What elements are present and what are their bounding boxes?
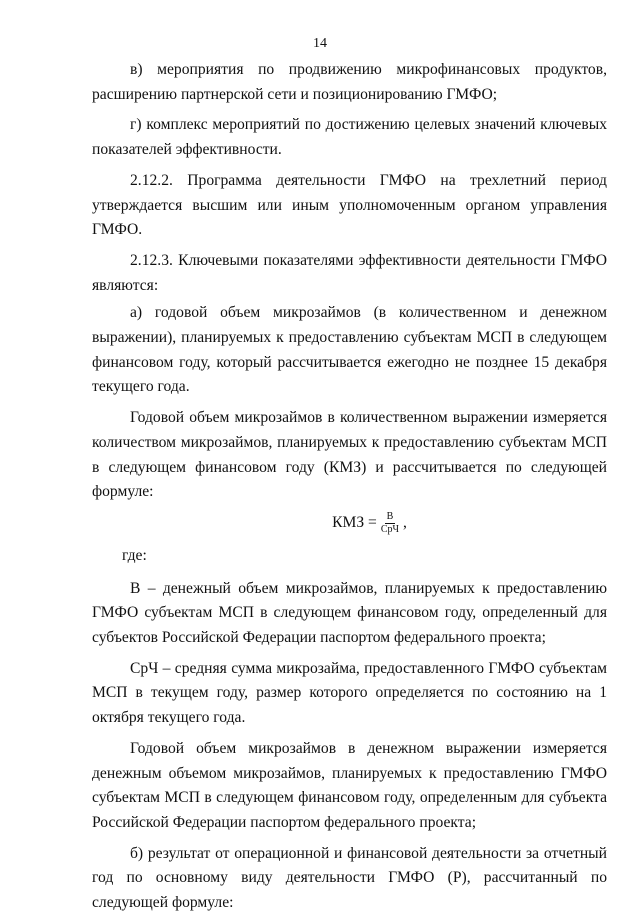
formula-denominator: СрЧ [380, 523, 400, 535]
formula-fraction [379, 511, 401, 536]
paragraph-quantity-definition: Годовой объем микрозаймов в количественном выражении измеряется количеством микрозаймов, планируемых к предоставлению субъектам МСП в следующем финансовом году (КМЗ) и рассчитывается по следующей формуле: [92, 409, 607, 501]
paragraph-item-v: в) мероприятия по продвижению микрофинансовых продуктов, расширению партнерской сети и позиционированию ГМФО; [92, 61, 607, 103]
paragraph-monetary-volume: Годовой объем микрозаймов в денежном выражении измеряется денежным объемом микрозаймов, планируемых к предоставлению ГМФО субъектам МСП в следующем финансовом году, определенным для субъекта Российской Федерации паспортом федерального проекта; [92, 739, 607, 831]
formula-lhs: КМЗ = [332, 514, 377, 532]
paragraph-item-a: а) годовой объем микрозаймов (в количественном и денежном выражении), планируемых к предоставлению субъектам МСП в следующем финансовом году, который рассчитывается ежегодно не позднее 15 декабря текущего года. [92, 304, 607, 396]
paragraph-item-g: г) комплекс мероприятий по достижению целевых значений ключевых показателей эффективности. [92, 116, 607, 159]
document-body [92, 58, 607, 922]
paragraph-item-b: б) результат от операционной и финансовой деятельности за отчетный год по основному виду деятельности ГМФО (Р), рассчитанный по следующей формуле: [92, 844, 607, 912]
formula-numerator: В [386, 510, 394, 522]
definition-v: В – денежный объем микрозаймов, планируемых к предоставлению ГМФО субъектам МСП в следующем финансовом году, определенный для субъектов Российской Федерации паспортом федерального проекта; [92, 579, 607, 647]
paragraph-2-12-2: 2.12.2. Программа деятельности ГМФО на трехлетний период утверждается высшим или иным уполномоченным органом управления ГМФО. [92, 171, 607, 239]
definition-srch: СрЧ – средняя сумма микрозайма, предоставленного ГМФО субъектам МСП в текущем году, размер которого определяется по состоянию на 1 октября текущего года. [92, 659, 607, 727]
kmz-formula [92, 511, 607, 536]
page-number: 14 [313, 36, 327, 51]
formula-trailing-comma: , [403, 514, 407, 532]
paragraph-2-12-3: 2.12.3. Ключевыми показателями эффективности деятельности ГМФО являются: [92, 251, 607, 294]
where-label: где: [122, 546, 147, 564]
